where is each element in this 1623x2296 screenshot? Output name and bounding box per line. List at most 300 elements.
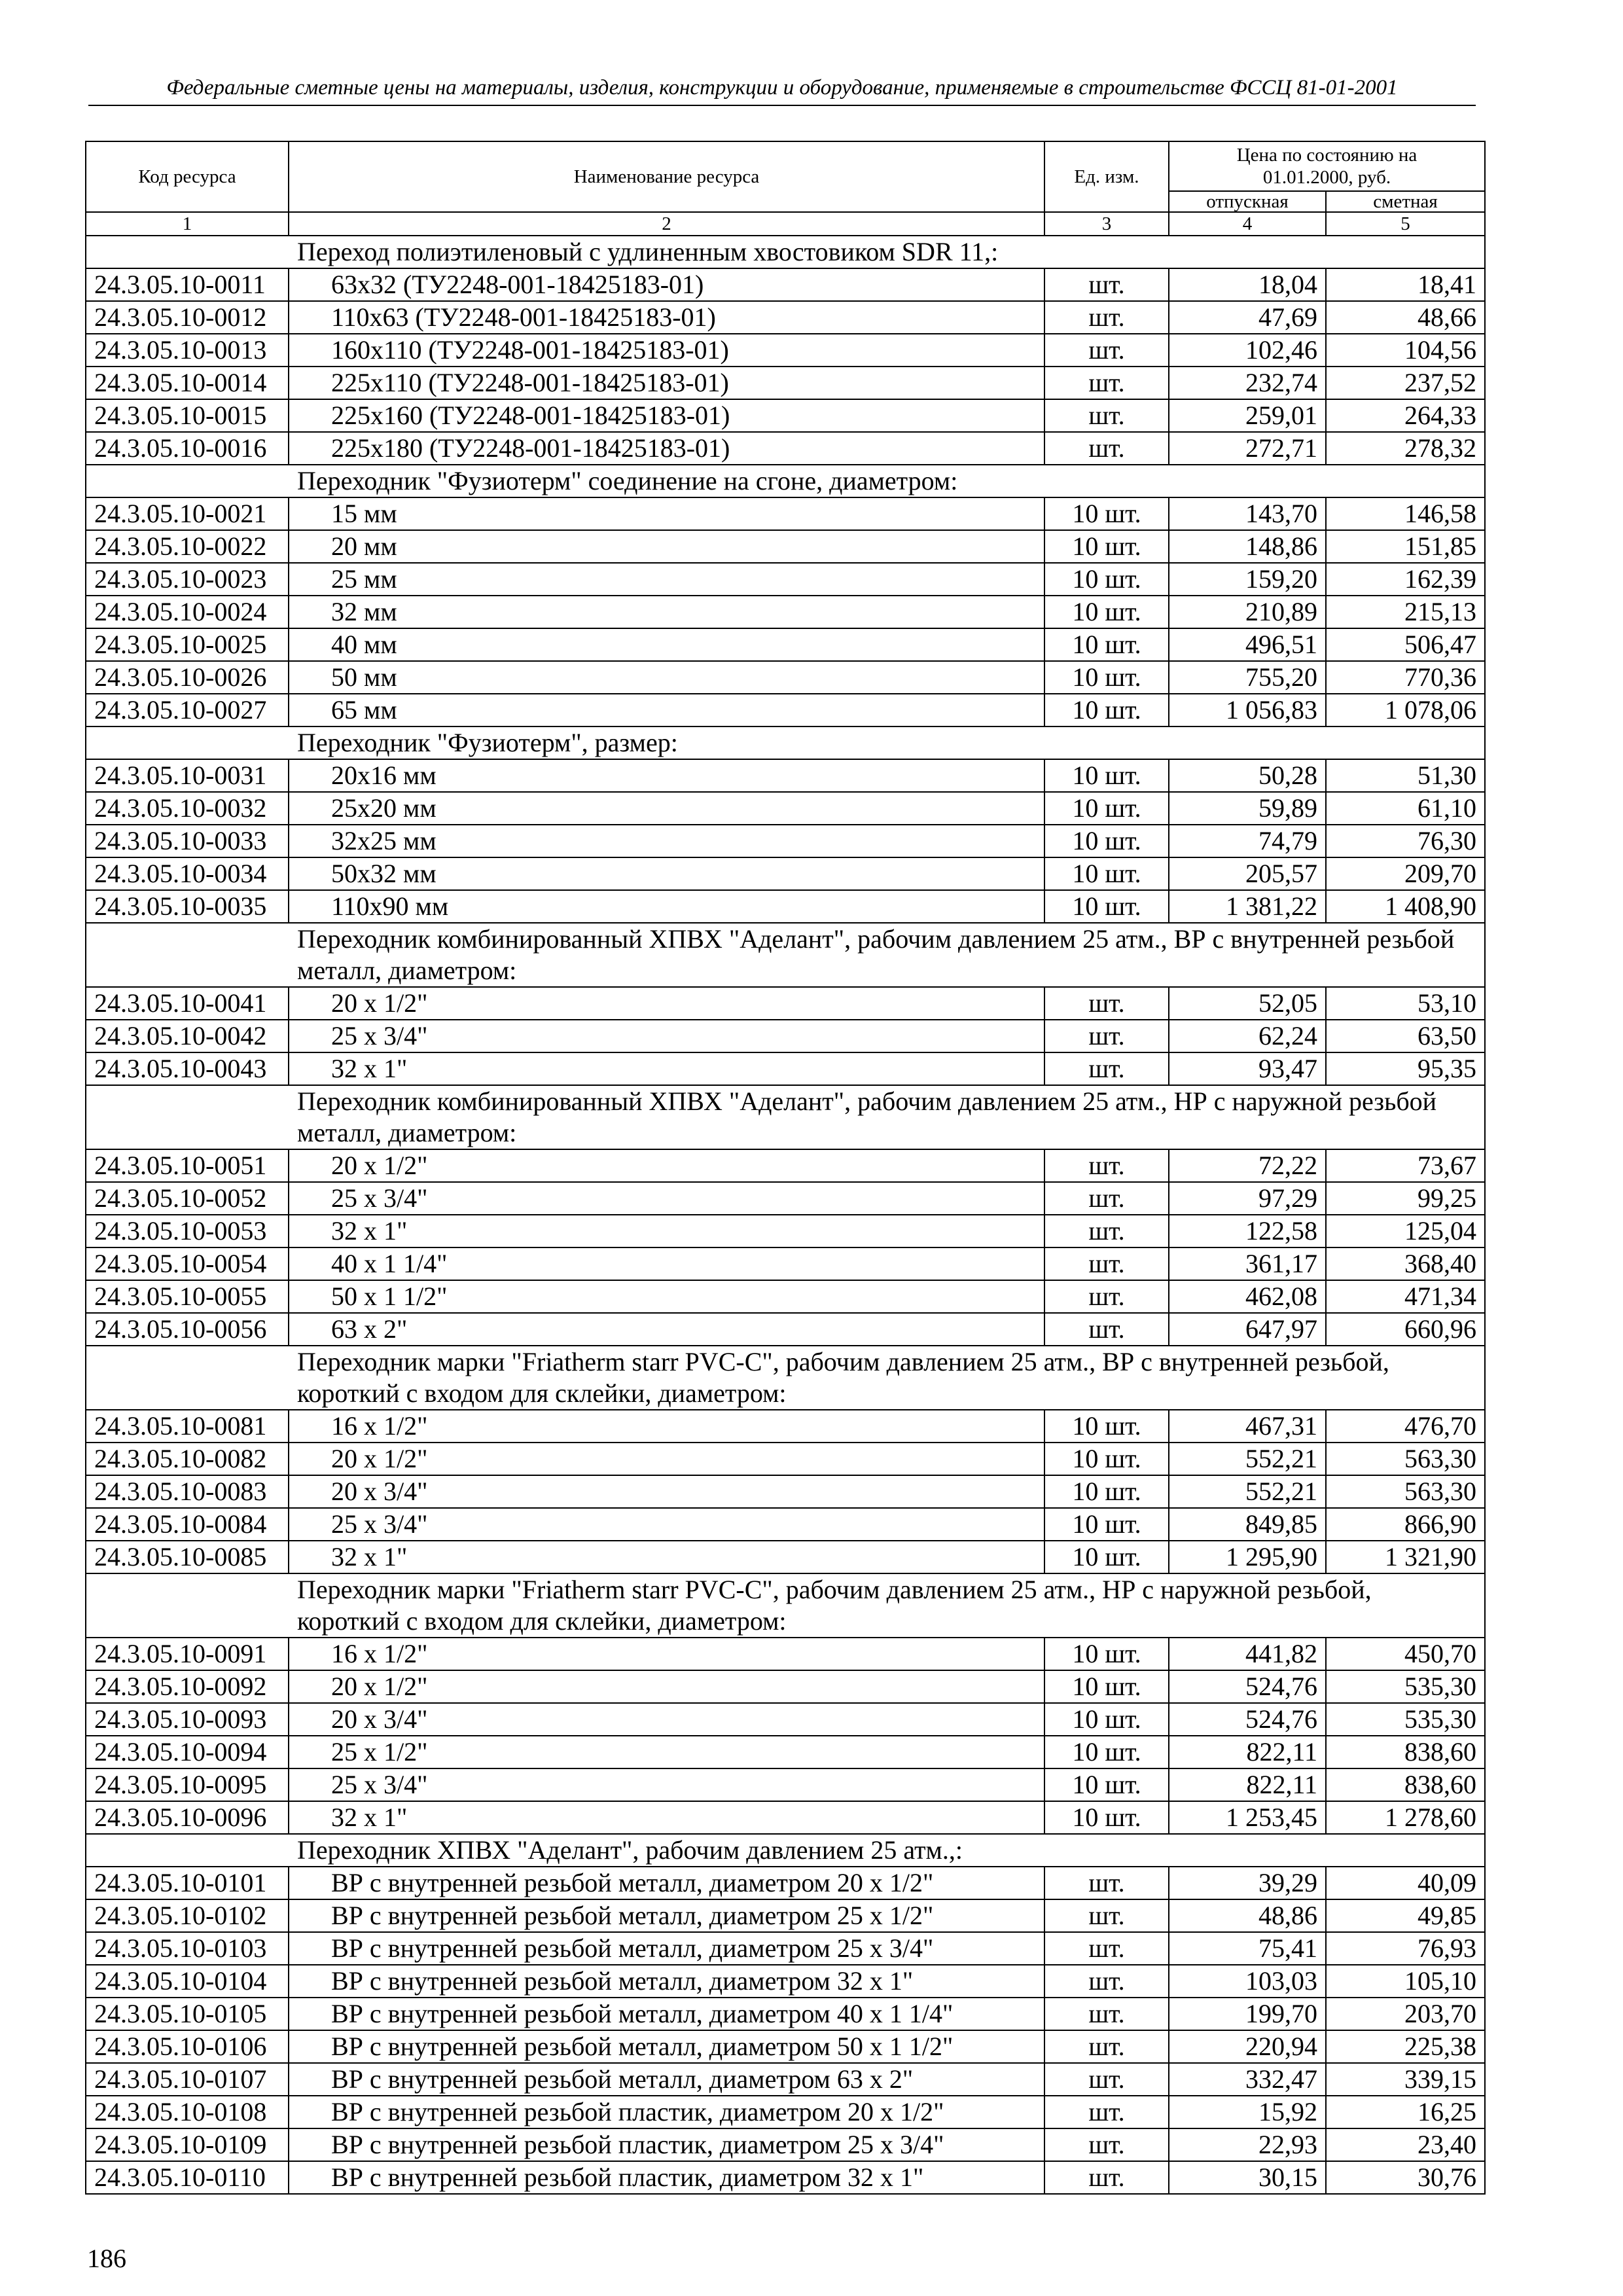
resource-code: 24.3.05.10-0023: [86, 563, 289, 596]
page-header-title: Федеральные сметные цены на материалы, изделия, конструкции и оборудование, применяемые в строительстве ФССЦ 81-01-2001: [88, 71, 1476, 106]
table-row: [86, 1736, 1485, 1768]
table-row: [86, 792, 1485, 825]
resource-name: ВР с внутренней резьбой металл, диаметром 20 х 1/2": [289, 1867, 1044, 1899]
unit-cell: шт.: [1044, 1280, 1169, 1313]
resource-code: 24.3.05.10-0022: [86, 530, 289, 563]
table-row: [86, 987, 1485, 1020]
estimate-price: 53,10: [1326, 987, 1485, 1020]
table-row: [86, 1899, 1485, 1932]
resource-code: 24.3.05.10-0092: [86, 1670, 289, 1703]
resource-code: 24.3.05.10-0021: [86, 497, 289, 530]
release-price: 1 295,90: [1169, 1541, 1326, 1573]
estimate-price: 63,50: [1326, 1020, 1485, 1052]
unit-cell: шт.: [1044, 1899, 1169, 1932]
resource-name: 16 х 1/2": [289, 1638, 1044, 1670]
resource-name: 20 х 1/2": [289, 1149, 1044, 1182]
unit-cell: шт.: [1044, 268, 1169, 301]
resource-code: 24.3.05.10-0052: [86, 1182, 289, 1215]
resource-code: 24.3.05.10-0085: [86, 1541, 289, 1573]
unit-cell: шт.: [1044, 2030, 1169, 2063]
resource-code: 24.3.05.10-0104: [86, 1965, 289, 1998]
estimate-price: 476,70: [1326, 1410, 1485, 1443]
resource-code: 24.3.05.10-0014: [86, 367, 289, 399]
estimate-price: 146,58: [1326, 497, 1485, 530]
resource-name: 110х63 (ТУ2248-001-18425183-01): [289, 301, 1044, 334]
resource-name: ВР с внутренней резьбой пластик, диаметром 25 х 3/4": [289, 2128, 1044, 2161]
table-header-row: [86, 141, 1485, 191]
estimate-price: 51,30: [1326, 759, 1485, 792]
unit-cell: 10 шт.: [1044, 1638, 1169, 1670]
estimate-price: 95,35: [1326, 1052, 1485, 1085]
estimate-price: 151,85: [1326, 530, 1485, 563]
resource-code: 24.3.05.10-0106: [86, 2030, 289, 2063]
resource-code: 24.3.05.10-0051: [86, 1149, 289, 1182]
resource-code: 24.3.05.10-0053: [86, 1215, 289, 1247]
group-header-row: [86, 1834, 1485, 1867]
unit-cell: 10 шт.: [1044, 530, 1169, 563]
resource-name: 225х160 (ТУ2248-001-18425183-01): [289, 399, 1044, 432]
resource-name: 63 х 2": [289, 1313, 1044, 1346]
unit-cell: 10 шт.: [1044, 1508, 1169, 1541]
release-price: 552,21: [1169, 1443, 1326, 1475]
table-row: [86, 334, 1485, 367]
estimate-price: 76,30: [1326, 825, 1485, 857]
release-price: 143,70: [1169, 497, 1326, 530]
col-number: 3: [1044, 212, 1169, 236]
unit-cell: шт.: [1044, 1182, 1169, 1215]
resource-code: 24.3.05.10-0084: [86, 1508, 289, 1541]
resource-name: 50 х 1 1/2": [289, 1280, 1044, 1313]
resource-code: 24.3.05.10-0091: [86, 1638, 289, 1670]
release-price: 15,92: [1169, 2096, 1326, 2128]
unit-cell: шт.: [1044, 334, 1169, 367]
unit-cell: шт.: [1044, 1867, 1169, 1899]
release-price: 148,86: [1169, 530, 1326, 563]
resource-name: 225х110 (ТУ2248-001-18425183-01): [289, 367, 1044, 399]
col-number: 1: [86, 212, 289, 236]
group-title: Переходник "Фузиотерм", размер:: [86, 726, 1485, 759]
resource-name: ВР с внутренней резьбой металл, диаметром 32 х 1": [289, 1965, 1044, 1998]
unit-cell: 10 шт.: [1044, 1475, 1169, 1508]
col-header-estimate: сметная: [1326, 191, 1485, 212]
table-row: [86, 399, 1485, 432]
table-row: [86, 1313, 1485, 1346]
estimate-price: 104,56: [1326, 334, 1485, 367]
resource-name: 25 х 3/4": [289, 1508, 1044, 1541]
col-header-price: [1169, 141, 1485, 191]
resource-code: 24.3.05.10-0033: [86, 825, 289, 857]
release-price: 122,58: [1169, 1215, 1326, 1247]
resource-code: 24.3.05.10-0082: [86, 1443, 289, 1475]
resource-code: 24.3.05.10-0056: [86, 1313, 289, 1346]
resource-name: 25х20 мм: [289, 792, 1044, 825]
table-row: [86, 1475, 1485, 1508]
table-row: [86, 432, 1485, 465]
resource-code: 24.3.05.10-0054: [86, 1247, 289, 1280]
table-row: [86, 857, 1485, 890]
resource-code: 24.3.05.10-0083: [86, 1475, 289, 1508]
unit-cell: шт.: [1044, 1052, 1169, 1085]
resource-code: 24.3.05.10-0026: [86, 661, 289, 694]
col-number: 5: [1326, 212, 1485, 236]
estimate-price: 368,40: [1326, 1247, 1485, 1280]
resource-name: 25 х 3/4": [289, 1020, 1044, 1052]
release-price: 103,03: [1169, 1965, 1326, 1998]
estimate-price: 162,39: [1326, 563, 1485, 596]
table-row: [86, 1768, 1485, 1801]
release-price: 102,46: [1169, 334, 1326, 367]
table-row: [86, 2030, 1485, 2063]
table-row: [86, 301, 1485, 334]
resource-code: 24.3.05.10-0108: [86, 2096, 289, 2128]
estimate-price: 49,85: [1326, 1899, 1485, 1932]
resource-code: 24.3.05.10-0015: [86, 399, 289, 432]
unit-cell: шт.: [1044, 1313, 1169, 1346]
resource-code: 24.3.05.10-0012: [86, 301, 289, 334]
release-price: 232,74: [1169, 367, 1326, 399]
table-row: [86, 1280, 1485, 1313]
unit-cell: 10 шт.: [1044, 596, 1169, 628]
resource-name: 32 х 1": [289, 1215, 1044, 1247]
resource-code: 24.3.05.10-0105: [86, 1998, 289, 2030]
resource-name: 110х90 мм: [289, 890, 1044, 923]
estimate-price: 278,32: [1326, 432, 1485, 465]
table-row: [86, 1703, 1485, 1736]
table-row: [86, 1638, 1485, 1670]
estimate-price: 30,76: [1326, 2161, 1485, 2194]
table-row: [86, 1965, 1485, 1998]
price-table-body: [86, 141, 1485, 2194]
resource-code: 24.3.05.10-0110: [86, 2161, 289, 2194]
resource-code: 24.3.05.10-0027: [86, 694, 289, 726]
resource-name: 65 мм: [289, 694, 1044, 726]
estimate-price: 264,33: [1326, 399, 1485, 432]
resource-code: 24.3.05.10-0034: [86, 857, 289, 890]
table-row: [86, 1998, 1485, 2030]
release-price: 220,94: [1169, 2030, 1326, 2063]
table-row: [86, 1801, 1485, 1834]
release-price: 159,20: [1169, 563, 1326, 596]
unit-cell: шт.: [1044, 2063, 1169, 2096]
resource-name: 32х25 мм: [289, 825, 1044, 857]
unit-cell: шт.: [1044, 367, 1169, 399]
table-row: [86, 497, 1485, 530]
release-price: 72,22: [1169, 1149, 1326, 1182]
resource-name: 15 мм: [289, 497, 1044, 530]
resource-code: 24.3.05.10-0016: [86, 432, 289, 465]
table-row: [86, 890, 1485, 923]
table-row: [86, 1020, 1485, 1052]
col-header-name: Наименование ресурса: [289, 141, 1044, 212]
release-price: 524,76: [1169, 1703, 1326, 1736]
group-header-row: [86, 1573, 1485, 1638]
release-price: 97,29: [1169, 1182, 1326, 1215]
group-title: Переходник марки "Friatherm starr PVC-C", рабочим давлением 25 атм., ВР с внутренней резьбой, короткий с входом для склейки, диаметром:: [86, 1346, 1485, 1410]
unit-cell: шт.: [1044, 1965, 1169, 1998]
resource-name: 20 х 3/4": [289, 1703, 1044, 1736]
unit-cell: 10 шт.: [1044, 890, 1169, 923]
estimate-price: 237,52: [1326, 367, 1485, 399]
estimate-price: 48,66: [1326, 301, 1485, 334]
release-price: 50,28: [1169, 759, 1326, 792]
unit-cell: шт.: [1044, 1998, 1169, 2030]
resource-code: 24.3.05.10-0103: [86, 1932, 289, 1965]
table-row: [86, 759, 1485, 792]
table-row: [86, 596, 1485, 628]
resource-code: 24.3.05.10-0102: [86, 1899, 289, 1932]
table-row: [86, 694, 1485, 726]
release-price: 1 056,83: [1169, 694, 1326, 726]
unit-cell: 10 шт.: [1044, 1801, 1169, 1834]
table-row: [86, 563, 1485, 596]
resource-name: 32 х 1": [289, 1052, 1044, 1085]
col-header-release: отпускная: [1169, 191, 1326, 212]
table-row: [86, 661, 1485, 694]
release-price: 74,79: [1169, 825, 1326, 857]
unit-cell: шт.: [1044, 987, 1169, 1020]
release-price: 441,82: [1169, 1638, 1326, 1670]
group-title: Переход полиэтиленовый с удлиненным хвостовиком SDR 11,:: [86, 236, 1485, 268]
resource-code: 24.3.05.10-0042: [86, 1020, 289, 1052]
release-price: 462,08: [1169, 1280, 1326, 1313]
estimate-price: 61,10: [1326, 792, 1485, 825]
release-price: 22,93: [1169, 2128, 1326, 2161]
resource-name: 50х32 мм: [289, 857, 1044, 890]
group-header-row: [86, 923, 1485, 987]
table-row: [86, 1410, 1485, 1443]
resource-code: 24.3.05.10-0095: [86, 1768, 289, 1801]
estimate-price: 563,30: [1326, 1475, 1485, 1508]
unit-cell: шт.: [1044, 1932, 1169, 1965]
resource-code: 24.3.05.10-0013: [86, 334, 289, 367]
release-price: 52,05: [1169, 987, 1326, 1020]
resource-name: ВР с внутренней резьбой металл, диаметром 25 х 1/2": [289, 1899, 1044, 1932]
page-number: 186: [87, 2244, 126, 2273]
estimate-price: 76,93: [1326, 1932, 1485, 1965]
unit-cell: шт.: [1044, 2096, 1169, 2128]
resource-code: 24.3.05.10-0081: [86, 1410, 289, 1443]
resource-name: 25 х 1/2": [289, 1736, 1044, 1768]
estimate-price: 225,38: [1326, 2030, 1485, 2063]
table-row: [86, 1508, 1485, 1541]
group-title: Переходник комбинированный ХПВХ "Аделант", рабочим давлением 25 атм., НР с наружной резьбой металл, диаметром:: [86, 1085, 1485, 1149]
release-price: 552,21: [1169, 1475, 1326, 1508]
estimate-price: 535,30: [1326, 1670, 1485, 1703]
table-row: [86, 2128, 1485, 2161]
resource-name: 32 х 1": [289, 1801, 1044, 1834]
release-price: 332,47: [1169, 2063, 1326, 2096]
release-price: 205,57: [1169, 857, 1326, 890]
unit-cell: 10 шт.: [1044, 1768, 1169, 1801]
release-price: 210,89: [1169, 596, 1326, 628]
resource-name: 25 х 3/4": [289, 1768, 1044, 1801]
table-row: [86, 2063, 1485, 2096]
release-price: 755,20: [1169, 661, 1326, 694]
unit-cell: шт.: [1044, 1247, 1169, 1280]
estimate-price: 16,25: [1326, 2096, 1485, 2128]
estimate-price: 99,25: [1326, 1182, 1485, 1215]
table-row: [86, 1932, 1485, 1965]
estimate-price: 209,70: [1326, 857, 1485, 890]
estimate-price: 18,41: [1326, 268, 1485, 301]
resource-name: 32 х 1": [289, 1541, 1044, 1573]
release-price: 59,89: [1169, 792, 1326, 825]
group-header-row: [86, 236, 1485, 268]
resource-name: 20 х 1/2": [289, 1443, 1044, 1475]
unit-cell: 10 шт.: [1044, 563, 1169, 596]
table-row: [86, 825, 1485, 857]
release-price: 822,11: [1169, 1768, 1326, 1801]
estimate-price: 40,09: [1326, 1867, 1485, 1899]
group-title: Переходник марки "Friatherm starr PVC-C", рабочим давлением 25 атм., НР с наружной резьбой, короткий с входом для склейки, диаметром:: [86, 1573, 1485, 1638]
unit-cell: 10 шт.: [1044, 759, 1169, 792]
resource-code: 24.3.05.10-0031: [86, 759, 289, 792]
estimate-price: 535,30: [1326, 1703, 1485, 1736]
unit-cell: 10 шт.: [1044, 694, 1169, 726]
estimate-price: 563,30: [1326, 1443, 1485, 1475]
resource-name: 63х32 (ТУ2248-001-18425183-01): [289, 268, 1044, 301]
resource-code: 24.3.05.10-0094: [86, 1736, 289, 1768]
unit-cell: шт.: [1044, 1020, 1169, 1052]
resource-code: 24.3.05.10-0096: [86, 1801, 289, 1834]
unit-cell: 10 шт.: [1044, 661, 1169, 694]
resource-name: 25 х 3/4": [289, 1182, 1044, 1215]
resource-name: 40 х 1 1/4": [289, 1247, 1044, 1280]
release-price: 93,47: [1169, 1052, 1326, 1085]
resource-name: 20 х 1/2": [289, 1670, 1044, 1703]
unit-cell: шт.: [1044, 1215, 1169, 1247]
col-header-price-text: Цена по состоянию на 01.01.2000, руб.: [1236, 145, 1418, 188]
resource-name: 16 х 1/2": [289, 1410, 1044, 1443]
release-price: 496,51: [1169, 628, 1326, 661]
unit-cell: шт.: [1044, 301, 1169, 334]
resource-code: 24.3.05.10-0024: [86, 596, 289, 628]
table-row: [86, 2161, 1485, 2194]
estimate-price: 1 321,90: [1326, 1541, 1485, 1573]
group-header-row: [86, 1085, 1485, 1149]
resource-name: 32 мм: [289, 596, 1044, 628]
estimate-price: 660,96: [1326, 1313, 1485, 1346]
unit-cell: 10 шт.: [1044, 792, 1169, 825]
table-row: [86, 367, 1485, 399]
unit-cell: шт.: [1044, 1149, 1169, 1182]
unit-cell: 10 шт.: [1044, 1703, 1169, 1736]
estimate-price: 1 408,90: [1326, 890, 1485, 923]
table-row: [86, 1182, 1485, 1215]
group-header-row: [86, 465, 1485, 497]
group-title: Переходник "Фузиотерм" соединение на сгоне, диаметром:: [86, 465, 1485, 497]
resource-name: ВР с внутренней резьбой металл, диаметром 25 х 3/4": [289, 1932, 1044, 1965]
col-header-code: Код ресурса: [86, 141, 289, 212]
resource-name: 25 мм: [289, 563, 1044, 596]
release-price: 849,85: [1169, 1508, 1326, 1541]
group-header-row: [86, 1346, 1485, 1410]
table-row: [86, 1670, 1485, 1703]
unit-cell: шт.: [1044, 432, 1169, 465]
unit-cell: 10 шт.: [1044, 1410, 1169, 1443]
release-price: 467,31: [1169, 1410, 1326, 1443]
estimate-price: 125,04: [1326, 1215, 1485, 1247]
table-row: [86, 1052, 1485, 1085]
release-price: 524,76: [1169, 1670, 1326, 1703]
resource-name: 20 мм: [289, 530, 1044, 563]
resource-name: 20 х 1/2": [289, 987, 1044, 1020]
resource-name: ВР с внутренней резьбой металл, диаметром 63 х 2": [289, 2063, 1044, 2096]
estimate-price: 339,15: [1326, 2063, 1485, 2096]
unit-cell: шт.: [1044, 399, 1169, 432]
estimate-price: 23,40: [1326, 2128, 1485, 2161]
estimate-price: 1 078,06: [1326, 694, 1485, 726]
estimate-price: 73,67: [1326, 1149, 1485, 1182]
release-price: 259,01: [1169, 399, 1326, 432]
estimate-price: 838,60: [1326, 1736, 1485, 1768]
resource-code: 24.3.05.10-0043: [86, 1052, 289, 1085]
group-header-row: [86, 726, 1485, 759]
release-price: 75,41: [1169, 1932, 1326, 1965]
release-price: 48,86: [1169, 1899, 1326, 1932]
estimate-price: 770,36: [1326, 661, 1485, 694]
estimate-price: 203,70: [1326, 1998, 1485, 2030]
table-row: [86, 2096, 1485, 2128]
resource-code: 24.3.05.10-0025: [86, 628, 289, 661]
release-price: 822,11: [1169, 1736, 1326, 1768]
unit-cell: шт.: [1044, 2161, 1169, 2194]
unit-cell: 10 шт.: [1044, 1670, 1169, 1703]
table-row: [86, 1149, 1485, 1182]
resource-code: 24.3.05.10-0055: [86, 1280, 289, 1313]
resource-name: 50 мм: [289, 661, 1044, 694]
estimate-price: 838,60: [1326, 1768, 1485, 1801]
estimate-price: 1 278,60: [1326, 1801, 1485, 1834]
estimate-price: 471,34: [1326, 1280, 1485, 1313]
release-price: 647,97: [1169, 1313, 1326, 1346]
col-number: 4: [1169, 212, 1326, 236]
release-price: 199,70: [1169, 1998, 1326, 2030]
release-price: 18,04: [1169, 268, 1326, 301]
table-row: [86, 628, 1485, 661]
resource-name: ВР с внутренней резьбой металл, диаметром 50 х 1 1/2": [289, 2030, 1044, 2063]
release-price: 39,29: [1169, 1867, 1326, 1899]
resource-code: 24.3.05.10-0041: [86, 987, 289, 1020]
release-price: 361,17: [1169, 1247, 1326, 1280]
group-title: Переходник ХПВХ "Аделант", рабочим давлением 25 атм.,:: [86, 1834, 1485, 1867]
unit-cell: 10 шт.: [1044, 1541, 1169, 1573]
estimate-price: 866,90: [1326, 1508, 1485, 1541]
resource-code: 24.3.05.10-0109: [86, 2128, 289, 2161]
release-price: 1 381,22: [1169, 890, 1326, 923]
table-row: [86, 1215, 1485, 1247]
table-row: [86, 1541, 1485, 1573]
resource-name: 20х16 мм: [289, 759, 1044, 792]
estimate-price: 450,70: [1326, 1638, 1485, 1670]
release-price: 30,15: [1169, 2161, 1326, 2194]
col-number: 2: [289, 212, 1044, 236]
release-price: 1 253,45: [1169, 1801, 1326, 1834]
resource-code: 24.3.05.10-0035: [86, 890, 289, 923]
group-title: Переходник комбинированный ХПВХ "Аделант", рабочим давлением 25 атм., ВР с внутренней резьбой металл, диаметром:: [86, 923, 1485, 987]
unit-cell: 10 шт.: [1044, 857, 1169, 890]
table-row: [86, 1247, 1485, 1280]
estimate-price: 105,10: [1326, 1965, 1485, 1998]
unit-cell: 10 шт.: [1044, 497, 1169, 530]
col-header-unit: Ед. изм.: [1044, 141, 1169, 212]
resource-code: 24.3.05.10-0093: [86, 1703, 289, 1736]
release-price: 272,71: [1169, 432, 1326, 465]
resource-code: 24.3.05.10-0101: [86, 1867, 289, 1899]
table-row: [86, 1443, 1485, 1475]
resource-code: 24.3.05.10-0032: [86, 792, 289, 825]
table-row: [86, 1867, 1485, 1899]
